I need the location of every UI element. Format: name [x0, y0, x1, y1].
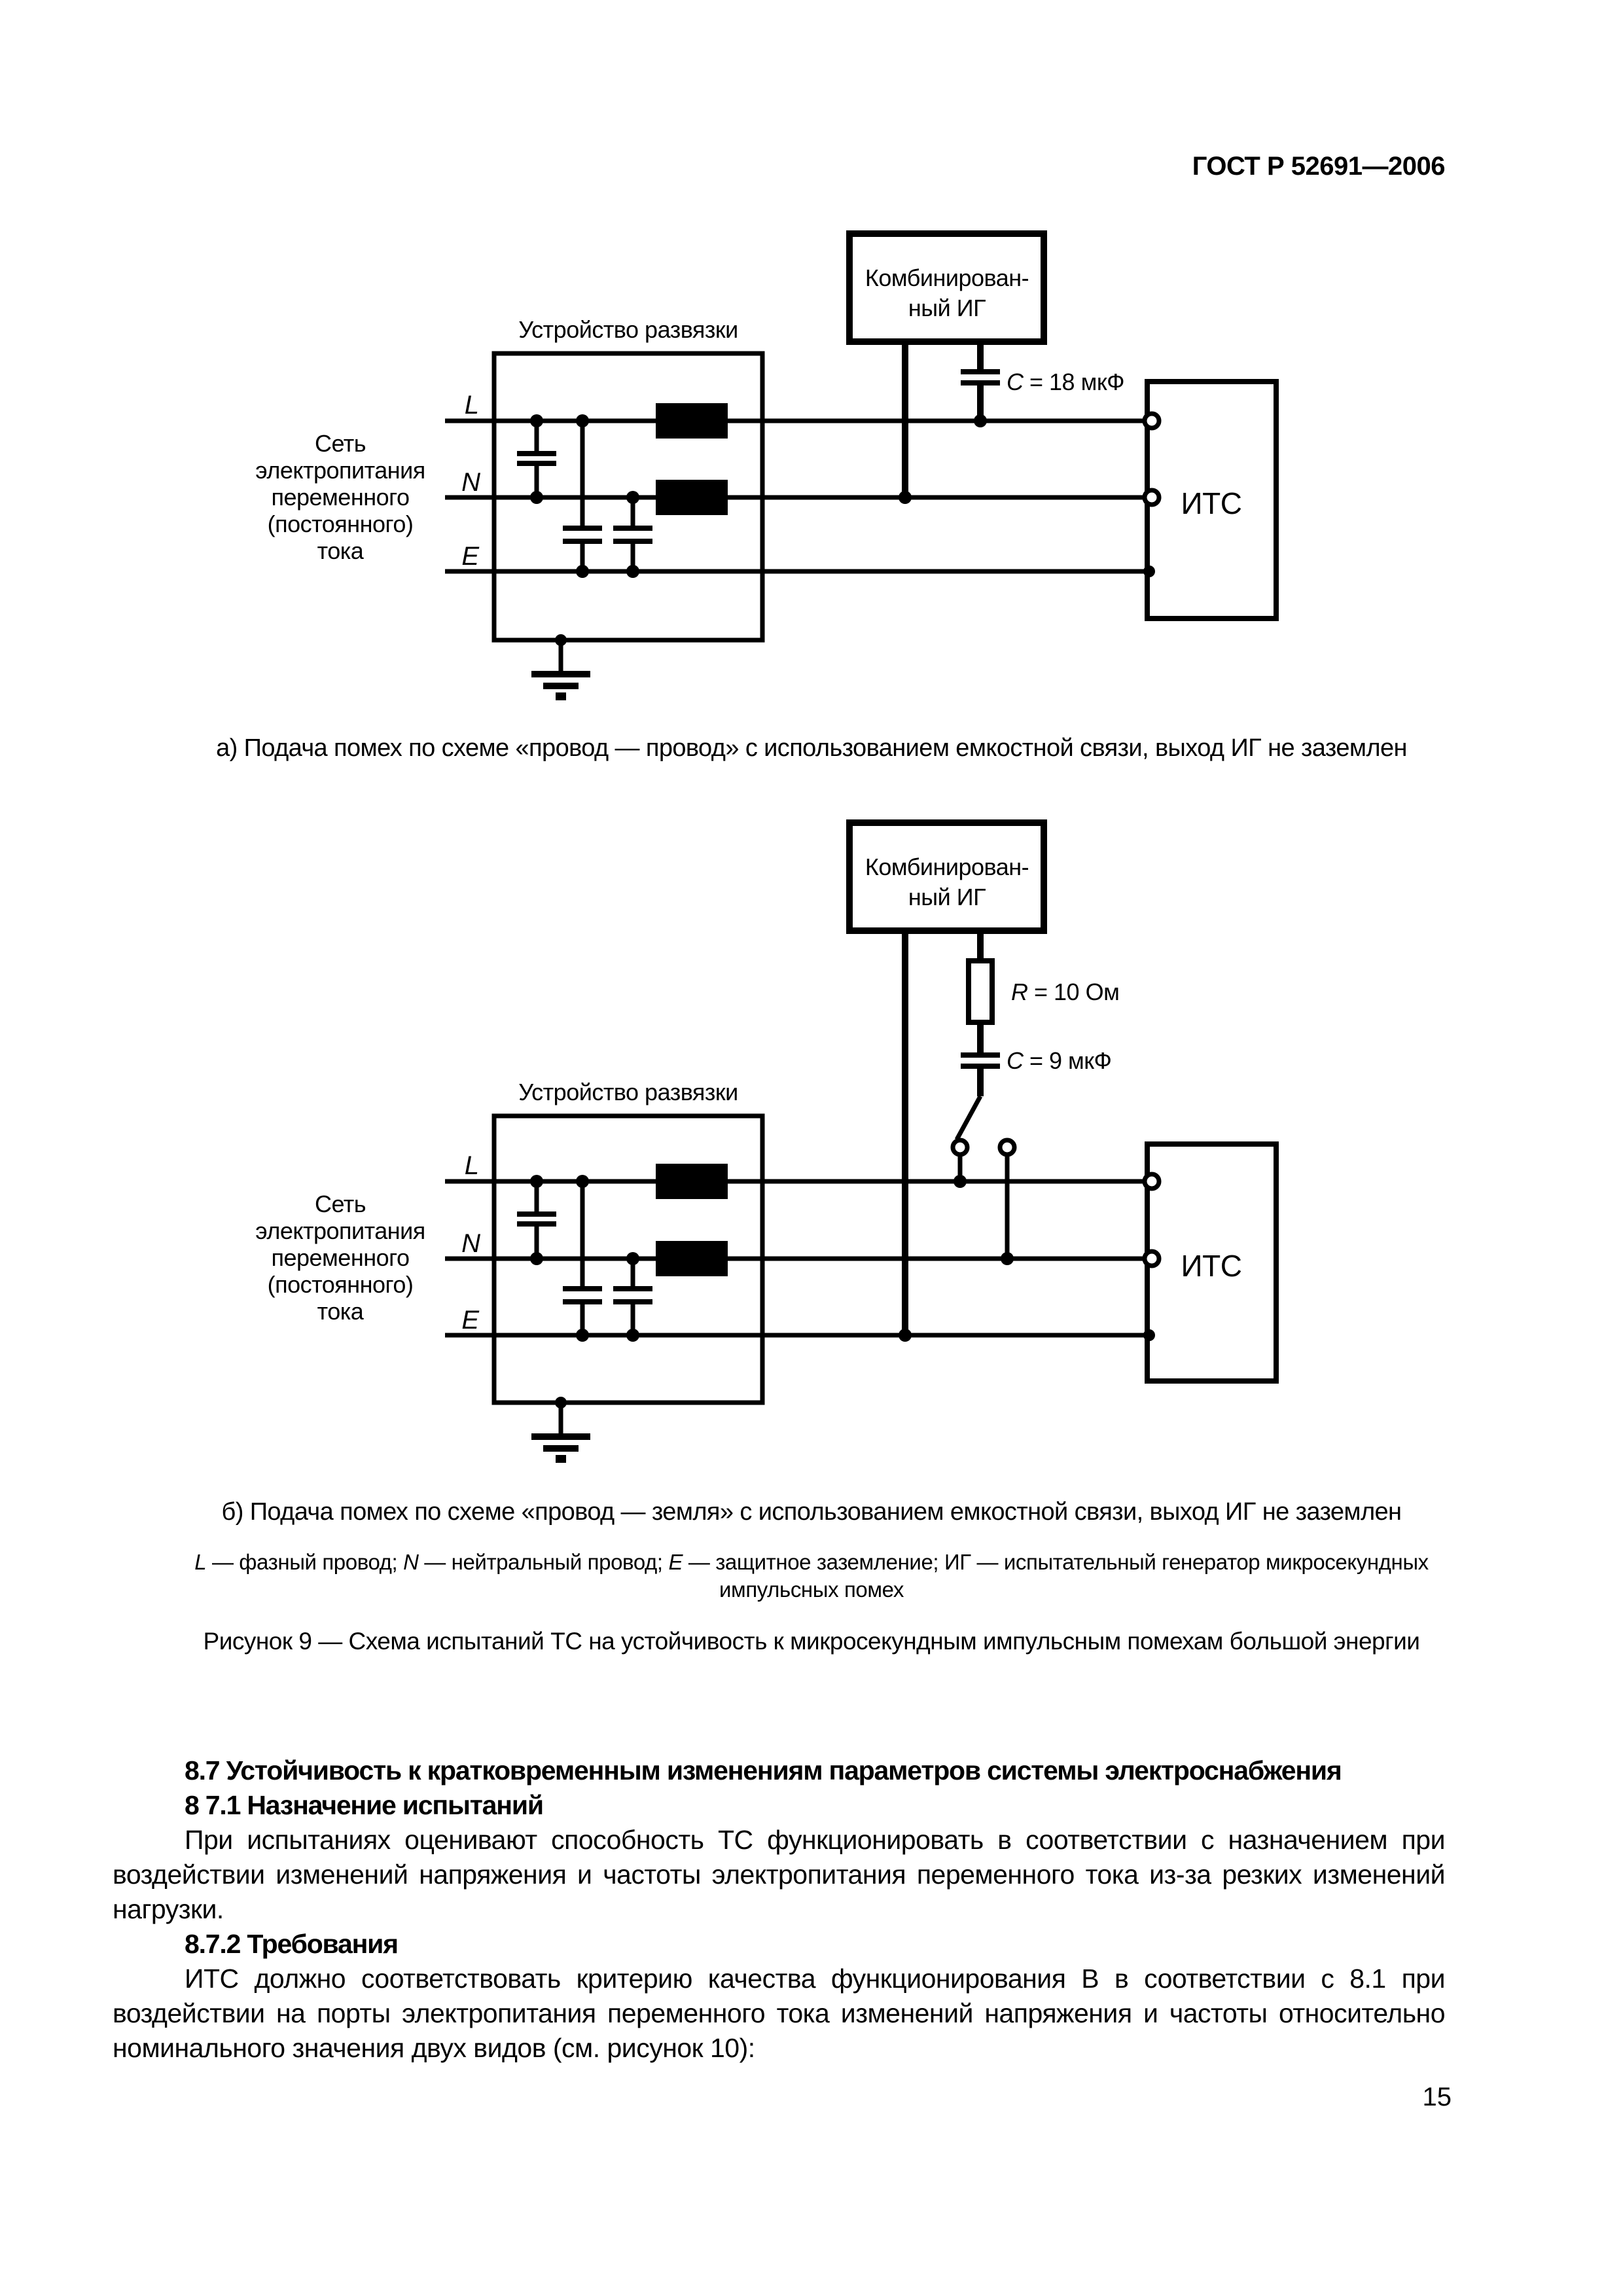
figure-legend-line1: L — фазный провод; N — нейтральный провод; E — защитное заземление; ИГ — испытательный генератор микросекундных — [194, 1550, 1429, 1574]
figure-legend-line2: импульсных помех — [719, 1577, 904, 1602]
choke-n-inductor — [656, 480, 728, 515]
coupling-capacitor — [961, 342, 1000, 421]
figure-legend — [0, 1549, 1623, 1604]
ground-symbol — [531, 1397, 590, 1459]
heading-8-7: 8.7 Устойчивость к кратковременным изменениям параметров системы электроснабжения — [185, 1755, 1342, 1785]
eut-terminal-l — [1145, 1174, 1159, 1189]
svg-text:(постоянного): (постоянного) — [267, 1271, 414, 1298]
combined-generator-label-line1: Комбинирован- — [865, 264, 1029, 291]
diagram-b-caption: б) Подача помех по схеме «провод — земля» с использованием емкостной связи, выход ИГ не заземлен — [221, 1498, 1402, 1526]
eut-terminal-n — [1145, 490, 1159, 505]
e-wire-label: E — [461, 1306, 479, 1335]
switch-blade — [957, 1096, 980, 1139]
eut-terminal-n — [1145, 1251, 1159, 1266]
ground-symbol — [531, 634, 590, 696]
choke-l-inductor — [656, 403, 728, 439]
l-wire-label: L — [464, 1151, 479, 1180]
svg-text:переменного: переменного — [271, 1244, 410, 1271]
switch-contact-n — [1000, 1140, 1014, 1155]
paragraph-8-7-1: При испытаниях оценивают способность ТС функционировать в соответствии с назначением при воздействии изменений напряжения и частоты электропитания переменного тока из-за резких изменений нагрузки. — [113, 1825, 1445, 1924]
page-number: 15 — [1422, 2083, 1452, 2111]
svg-text:электропитания: электропитания — [255, 1217, 425, 1244]
diagram-a — [0, 223, 1623, 720]
heading-8-7-1: 8 7.1 Назначение испытаний — [185, 1790, 543, 1820]
svg-text:Сеть: Сеть — [314, 430, 366, 457]
combined-generator-label-line2: ный ИГ — [908, 884, 986, 910]
l-wire-label: L — [464, 391, 479, 420]
svg-text:(постоянного): (постоянного) — [267, 511, 414, 537]
section-text — [113, 1753, 1445, 2066]
svg-text:тока: тока — [317, 1298, 364, 1325]
source-network-label — [255, 1191, 425, 1325]
series-resistor — [969, 961, 992, 1022]
eut-terminal-e — [1143, 1329, 1155, 1341]
svg-text:переменного: переменного — [271, 484, 410, 511]
n-wire-label: N — [461, 1229, 480, 1258]
switch-contact-l — [953, 1140, 967, 1155]
coupling-capacitor-label: C = 18 мкФ — [1007, 368, 1124, 395]
series-resistor-label: R = 10 Ом — [1011, 978, 1120, 1005]
svg-text:тока: тока — [317, 537, 364, 564]
choke-l-inductor — [656, 1164, 728, 1199]
choke-n-inductor — [656, 1241, 728, 1276]
eut-terminal-e — [1143, 565, 1155, 577]
diagram-a-caption: а) Подача помех по схеме «провод — провод» с использованием емкостной связи, выход ИГ не заземлен — [216, 734, 1407, 762]
eut-label: ИТС — [1181, 486, 1242, 520]
combined-generator-label-line2: ный ИГ — [908, 295, 986, 321]
decoupling-device-label: Устройство развязки — [518, 316, 738, 343]
figure-caption: Рисунок 9 — Схема испытаний ТС на устойчивость к микросекундным импульсным помехам большой энергии — [203, 1628, 1420, 1655]
svg-text:электропитания: электропитания — [255, 457, 425, 484]
combined-generator-label-line1: Комбинирован- — [865, 853, 1029, 880]
diagram-b — [0, 805, 1623, 1479]
eut-label: ИТС — [1181, 1249, 1242, 1283]
eut-terminal-l — [1145, 414, 1159, 428]
source-network-label — [255, 430, 425, 564]
n-wire-label: N — [461, 468, 480, 497]
e-wire-label: E — [461, 542, 479, 571]
heading-8-7-2: 8.7.2 Требования — [185, 1929, 398, 1959]
paragraph-8-7-2: ИТС должно соответствовать критерию качества функционирования В в соответствии с 8.1 при воздействии на порты электропитания переменного тока изменений напряжения и частоты относительно номинального значения двух видов (см. рисунок 10): — [113, 1964, 1445, 2063]
coupling-capacitor-label: C = 9 мкФ — [1007, 1047, 1112, 1074]
coupling-capacitor — [961, 1055, 1000, 1096]
decoupling-device-label: Устройство развязки — [518, 1079, 738, 1105]
svg-text:Сеть: Сеть — [314, 1191, 366, 1217]
page-header: ГОСТ Р 52691—2006 — [1192, 152, 1445, 181]
